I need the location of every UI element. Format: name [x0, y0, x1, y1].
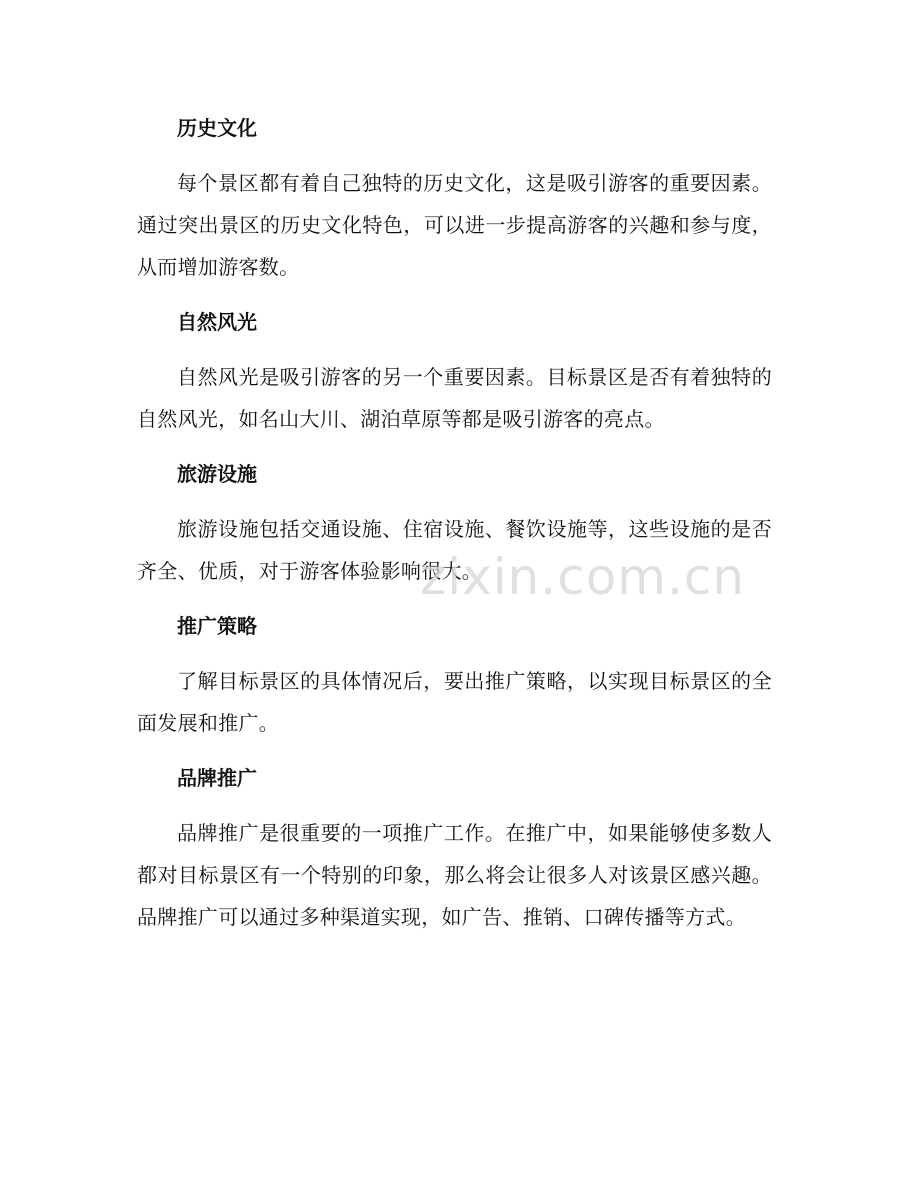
section-paragraph: 了解目标景区的具体情况后，要出推广策略，以实现目标景区的全面发展和推广。: [137, 669, 772, 735]
section-heading: 推广策略: [177, 614, 257, 638]
section-promotion-strategy: [137, 606, 772, 758]
section-heading: 历史文化: [177, 116, 257, 140]
section-tourism-facilities: [137, 454, 772, 606]
section-brand-promotion: [137, 758, 772, 938]
section-heading: 品牌推广: [177, 766, 257, 790]
section-history-culture: [137, 108, 772, 302]
document-content: [137, 108, 772, 938]
watermark-text: zixin.com.cn: [420, 548, 746, 606]
section-paragraph: 每个景区都有着自己独特的历史文化，这是吸引游客的重要因素。通过突出景区的历史文化特色，可以进一步提高游客的兴趣和参与度，从而增加游客数。: [137, 171, 772, 279]
section-paragraph: 旅游设施包括交通设施、住宿设施、餐饮设施等，这些设施的是否齐全、优质，对于游客体验影响很大。: [137, 517, 772, 583]
section-heading: 旅游设施: [177, 462, 257, 486]
section-natural-scenery: [137, 302, 772, 454]
section-heading: 自然风光: [177, 310, 257, 334]
section-paragraph: 自然风光是吸引游客的另一个重要因素。目标景区是否有着独特的自然风光，如名山大川、湖泊草原等都是吸引游客的亮点。: [137, 365, 772, 431]
section-paragraph: 品牌推广是很重要的一项推广工作。在推广中，如果能够使多数人都对目标景区有一个特别的印象，那么将会让很多人对该景区感兴趣。品牌推广可以通过多种渠道实现，如广告、推销、口碑传播等方式。: [137, 821, 772, 929]
